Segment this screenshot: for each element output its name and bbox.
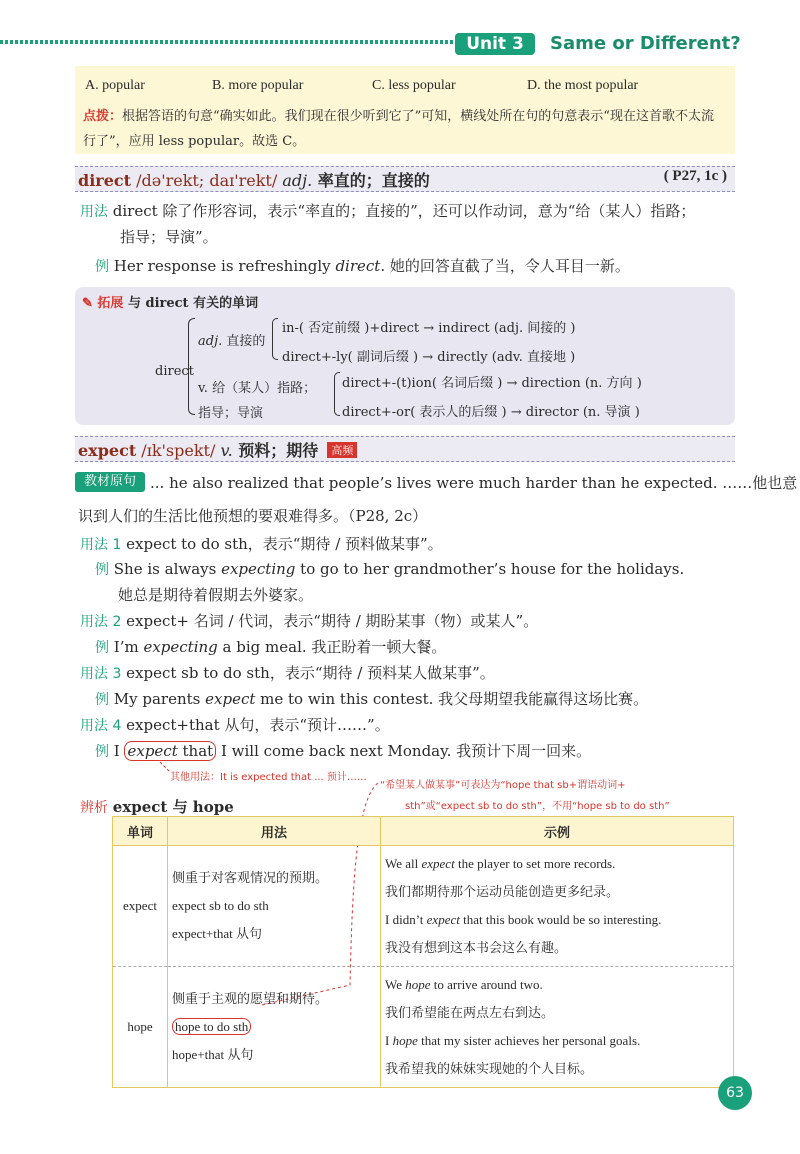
textbook-line1: ... he also realized that people’s lives were much harder than he expected. ……他也意 [150,474,798,492]
example-mid: that [177,742,214,760]
usage-label: 用法 3 [80,666,122,682]
example-post: a big meal. 我正盼着一顿大餐。 [217,638,447,656]
header-example: 示例 [381,817,734,846]
usage-text: expect+that 从句，表示“预计……”。 [121,716,390,734]
example-line: 我没有想到这本书会这么有趣。 [385,940,568,955]
example-line: We hope to arrive around two. [385,977,543,992]
expand-icon: ✎ [82,296,98,311]
example-label: 例 [95,640,109,656]
header-word: 单词 [113,817,168,846]
tip-label: 点拨： [83,109,123,124]
handwritten-note-1: 其他用法：It is expected that ... 预计…… [170,772,367,783]
handwritten-note-2a: “希望某人做某事”可表达为“hope that sb+谓语动词+ [380,780,626,791]
example-italic: expecting [221,560,296,578]
option-b: B. more popular [212,78,304,93]
option-a: A. popular [85,78,145,93]
textbook-line2: 识到人们的生活比他预想的要艰难得多。（P28, 2c） [78,507,428,525]
usage-line: 侧重于对客观情况的预期。 [172,870,329,885]
example-italic: direct [335,257,381,275]
option-d: D. the most popular [527,78,639,93]
example-post: I will come back next Monday. 我预计下周一回来。 [216,742,592,760]
row-usage [168,967,381,1088]
example-pre: I’m [113,638,144,656]
row-usage [168,846,381,967]
usage-1-example-cn: 她总是期待着假期去外婆家。 [118,586,314,604]
usage-line: expect sb to do sth [172,898,269,913]
example-pre: She is always [113,560,222,578]
unit-title: Same or Different? [550,33,741,54]
comparison-table [112,816,734,1088]
entry-ref: ( P27, 1c ) [663,168,727,184]
example-post: to go to her grandmother’s house for the holidays. [295,560,685,578]
header-usage: 用法 [168,817,381,846]
analysis-label: 辨析 [80,800,108,816]
usage-text: expect+ 名词 / 代词，表示“期待 / 期盼某事（物）或某人”。 [121,612,539,630]
usage-text: direct 除了作形容词，表示“率直的；直接的”，还可以作动词，意为“给（某人）指路； [112,202,696,220]
table-row [113,846,734,967]
direct-usage-line2: 指导；导演”。 [120,228,218,246]
high-frequency-tag: 高频 [327,442,357,458]
usage-line: hope+that 从句 [172,1047,254,1062]
v-item-2: direct+-or( 表示人的后缀 ) → director (n. 导演 ) [342,405,640,420]
option-c: C. less popular [372,78,456,93]
adj-item-2: direct+-ly( 副词后缀 ) → directly (adv. 直接地 ) [282,350,576,365]
example-label: 例 [95,744,109,760]
entry-pos: v. [220,441,233,460]
example-line: 我希望我的妹妹实现她的个人目标。 [385,1061,594,1076]
entry-word: direct [78,171,132,190]
usage-label: 用法 [80,204,108,220]
adj-item-1: in-( 否定前缀 )+direct → indirect (adj. 间接的 ) [282,321,576,336]
tip-text: 根据答语的句意“确实如此。我们现在很少听到它了”可知，横线处所在句的句意表示“现在这首歌不太流行了”，应用 less popular。故选 C。 [83,109,714,149]
example-post: me to win this contest. 我父母期望我能赢得这场比赛。 [255,690,649,708]
page-number: 63 [718,1076,752,1110]
usage-label: 用法 1 [80,537,122,553]
entry-meaning: 预料；期待 [232,441,319,460]
example-post: . 她的回答直截了当，令人耳目一新。 [380,257,630,275]
entry-pos: adj. [282,171,313,190]
row-word: hope [113,967,168,1088]
textbook-badge: 教材原句 [75,472,145,492]
example-line: 我们都期待那个运动员能创造更多纪录。 [385,884,620,899]
table-row [113,967,734,1088]
example-label: 例 [95,562,109,578]
example-pre: My parents [113,690,206,708]
v-label-1: v. 给（某人）指路； [198,381,317,396]
example-italic: expect [127,742,178,760]
example-italic: expecting [143,638,218,656]
usage-line [172,1013,376,1041]
example-label: 例 [95,259,109,275]
entry-word: expect [78,441,137,460]
example-pre: Her response is refreshingly [113,257,336,275]
example-line: I didn’t expect that this book would be so interesting. [385,912,662,927]
usage-label: 用法 2 [80,614,122,630]
table-header-row [113,817,734,846]
usage-text: expect sb to do sth，表示“期待 / 预料某人做某事”。 [121,664,495,682]
analysis-title: expect 与 hope [112,798,234,816]
usage-line: expect+that 从句 [172,926,262,941]
example-line: I hope that my sister achieves her personal goals. [385,1033,641,1048]
usage-label: 用法 4 [80,718,122,734]
example-label: 例 [95,692,109,708]
row-examples [381,967,734,1088]
entry-meaning: 率直的；直接的 [312,171,430,190]
usage-line: 侧重于主观的愿望和期待。 [172,991,329,1006]
row-examples [381,846,734,967]
example-line: 我们希望能在两点左右到达。 [385,1005,555,1020]
example-line: We all expect the player to set more records. [385,856,616,871]
unit-badge: Unit 3 [455,33,535,55]
entry-phonetic: /ɪk'spekt/ [136,441,221,460]
entry-phonetic: /də'rekt; daɪ'rekt/ [131,171,283,190]
adj-label: adj. 直接的 [198,334,266,349]
usage-text: expect to do sth，表示“期待 / 预料做某事”。 [121,535,443,553]
row-word: expect [113,846,168,967]
v-item-1: direct+-(t)ion( 名词后缀 ) → direction (n. 方向 ) [342,376,642,391]
example-pre: I [113,742,125,760]
expand-title: 与 direct 有关的单词 [127,296,259,311]
expand-label: 拓展 [97,296,124,311]
v-label-2: 指导；导演 [198,406,264,421]
circled-usage: hope to do sth [172,1018,251,1035]
example-italic: expect [205,690,256,708]
expand-root: direct [155,364,194,379]
handwritten-note-2b: sth”或“expect sb to do sth”，不用“hope sb to do sth” [405,801,670,812]
